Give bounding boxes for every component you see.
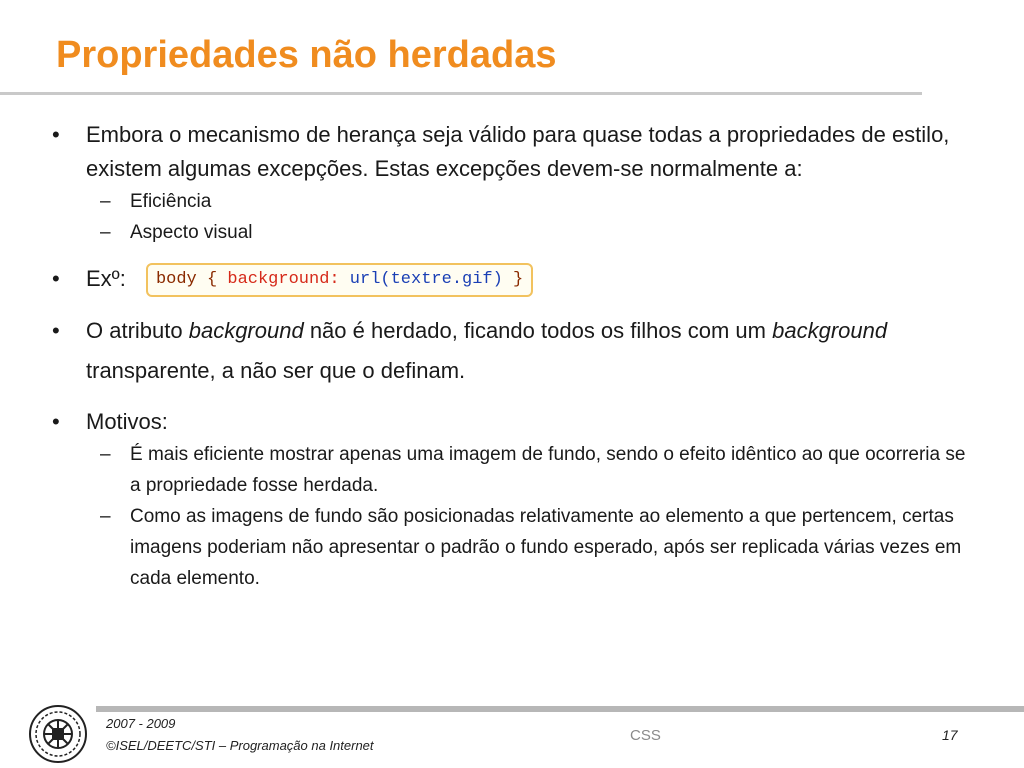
code-property: background: [227,270,340,290]
bullet-text: Embora o mecanismo de herança seja válido para quase todas a propriedades de estilo, existem algumas excepções. Estas excepções devem-se normalmente a: [86,122,950,181]
sub-bullet-reason-efficiency [48,439,968,501]
sub-bullet-reason-positioning [48,501,968,594]
slide-title: Propriedades não herdadas [56,34,557,76]
bullet-example [48,262,968,297]
example-label: Exº: [86,266,126,291]
sub-bullet-text: Como as imagens de fundo são posicionadas relativamente ao elemento a que pertencem, certas imagens poderiam não apresentar o padrão o fundo esperado, após ser replicada várias vezes em cada elemento. [130,506,962,590]
isel-logo-icon [28,704,88,764]
bullet-text: Motivos: [86,409,168,435]
bullet-background-not-inherited [48,311,968,391]
bullet-dot-icon: • [52,266,60,291]
sub-bullet-text: Aspecto visual [130,222,253,243]
dash-icon: – [100,506,111,528]
bullet-dot-icon: • [52,318,60,344]
bullet-text-part: não é herdado, ficando todos os filhos com um [303,318,773,344]
slide-content [48,118,968,594]
bullet-dot-icon: • [52,122,60,147]
dash-icon: – [100,191,111,212]
footer-topic: CSS [630,727,661,744]
emphasis-background: background [188,318,304,344]
bullet-dot-icon: • [52,409,60,435]
code-close-brace: } [513,270,524,290]
bullet-reasons [48,405,968,439]
sub-bullet-efficiency [48,186,968,217]
dash-icon: – [100,222,111,243]
title-divider [0,92,922,95]
page-number: 17 [942,727,958,743]
sub-bullet-visual [48,217,968,248]
code-example-box [146,263,533,297]
code-selector: body { [155,270,218,290]
sub-bullet-text: Eficiência [130,191,212,212]
footer-years: 2007 - 2009 [106,716,176,731]
dash-icon: – [100,444,111,466]
bullet-text-part: transparente, a não ser que o definam. [86,358,466,384]
code-value: url(textre.gif) [349,270,503,290]
bullet-inheritance-exceptions [48,118,968,186]
footer-divider [96,706,1024,712]
sub-bullet-text: É mais eficiente mostrar apenas uma imagem de fundo, sendo o efeito idêntico ao que ocorreria se a propriedade fosse herdada. [130,444,966,497]
footer-copyright: ©ISEL/DEETC/STI – Programação na Internet [106,738,374,753]
emphasis-background: background [772,318,888,344]
bullet-text-prefix: O atributo [86,318,189,344]
